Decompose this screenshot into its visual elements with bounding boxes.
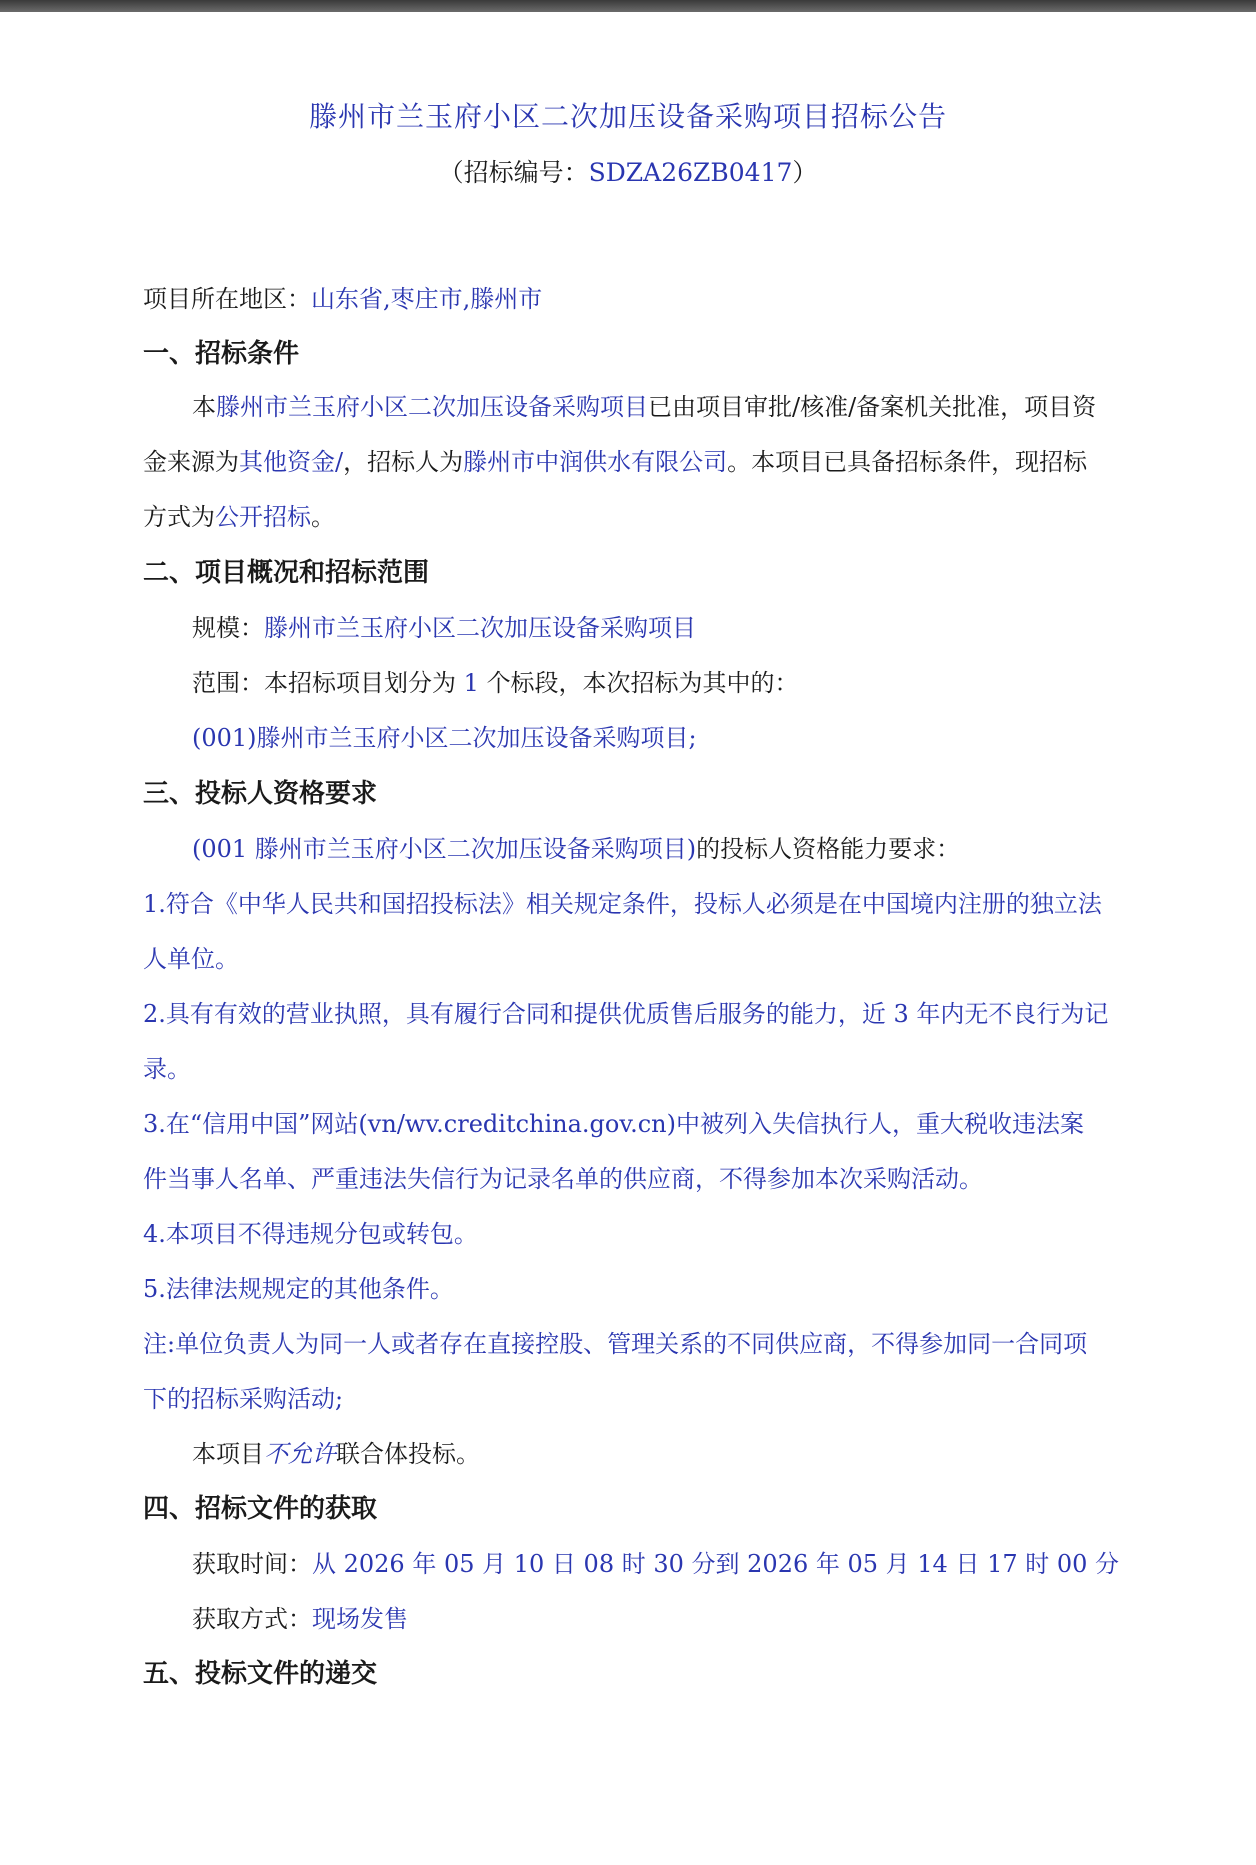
text-segment: 个标段，本次招标为其中的：	[486, 669, 799, 697]
lot-reference: (001 滕州市兰玉府小区二次加压设备采购项目)	[192, 835, 697, 863]
method-label: 获取方式：	[192, 1605, 312, 1633]
text-segment: 范围：本招标项目划分为	[192, 669, 456, 697]
page-title: 滕州市兰玉府小区二次加压设备采购项目招标公告	[308, 100, 947, 133]
text-segment: 本项目	[192, 1440, 264, 1468]
qualification-intro	[192, 831, 1167, 867]
text-segment: 已由项目审批/核准/备案机关批准，项目资	[648, 393, 1097, 421]
note-line-2: 下的招标采购活动;	[143, 1385, 344, 1413]
text-segment: 。本项目已具备招标条件，现招标	[727, 448, 1088, 476]
time-value: 从 2026 年 05 月 10 日 08 时 30 分到 2026 年 05 月 14 日 17 时 00 分	[312, 1550, 1120, 1578]
consortium-line	[192, 1436, 1167, 1472]
sec1-para-line-1	[192, 389, 1167, 425]
requirement-2-line-2: 录。	[143, 1055, 191, 1083]
section-3-heading: 三、投标人资格要求	[143, 779, 378, 809]
tenderer-name: 滕州市中润供水有限公司	[463, 448, 728, 476]
lot-item: (001)滕州市兰玉府小区二次加压设备采购项目;	[192, 724, 697, 752]
time-label: 获取时间：	[192, 1550, 312, 1578]
acquisition-time	[192, 1546, 1167, 1582]
bid-number-prefix: （招标编号：	[438, 158, 589, 187]
method-value: 现场发售	[312, 1605, 408, 1633]
consortium-status: 不允许	[264, 1440, 336, 1468]
project-location	[143, 281, 1118, 317]
sec1-para-line-3	[143, 499, 1118, 535]
requirement-1-line-1: 1.符合《中华人民共和国招投标法》相关规定条件，投标人必须是在中国境内注册的独立法	[143, 890, 1102, 918]
requirement-1-line-2: 人单位。	[143, 945, 239, 973]
sec1-para-line-2	[143, 444, 1118, 480]
acquisition-method	[192, 1601, 1167, 1637]
text-segment: 。	[311, 503, 335, 531]
scale-value: 滕州市兰玉府小区二次加压设备采购项目	[264, 614, 696, 642]
text-segment: 本	[192, 393, 216, 421]
section-2-heading: 二、项目概况和招标范围	[143, 558, 430, 588]
range-line	[192, 665, 1167, 701]
section-5-heading: 五、投标文件的递交	[143, 1659, 378, 1689]
text-segment: 方式为	[143, 503, 215, 531]
lot-count: 1	[463, 669, 479, 697]
bid-number-suffix: ）	[792, 158, 818, 187]
text-segment: 联合体投标。	[336, 1440, 480, 1468]
tender-method: 公开招标	[215, 503, 311, 531]
bid-number-value: SDZA26ZB0417	[588, 158, 793, 187]
text-segment: 的投标人资格能力要求：	[696, 835, 961, 863]
scale-line	[192, 610, 1167, 646]
location-label: 项目所在地区：	[143, 285, 311, 313]
requirement-3-line-2: 件当事人名单、严重违法失信行为记录名单的供应商，不得参加本次采购活动。	[143, 1165, 983, 1193]
section-1-heading: 一、招标条件	[143, 339, 300, 369]
fund-source: 其他资金/	[239, 448, 344, 476]
requirement-3-line-1: 3.在“信用中国”网站(vn/wv.creditchina.gov.cn)中被列入失信执行人，重大税收违法案	[143, 1110, 1084, 1138]
bid-number	[0, 153, 1256, 189]
text-segment: 金来源为	[143, 448, 239, 476]
location-value: 山东省,枣庄市,滕州市	[311, 285, 543, 313]
requirement-4: 4.本项目不得违规分包或转包。	[143, 1220, 478, 1248]
scale-label: 规模：	[192, 614, 264, 642]
note-line-1: 注:单位负责人为同一人或者存在直接控股、管理关系的不同供应商，不得参加同一合同项	[143, 1330, 1088, 1358]
project-name: 滕州市兰玉府小区二次加压设备采购项目	[216, 393, 648, 421]
requirement-5: 5.法律法规规定的其他条件。	[143, 1275, 454, 1303]
section-4-heading: 四、招标文件的获取	[143, 1494, 378, 1524]
requirement-2-line-1: 2.具有有效的营业执照，具有履行合同和提供优质售后服务的能力，近 3 年内无不良行为记	[143, 1000, 1109, 1028]
text-segment: ，招标人为	[343, 448, 464, 476]
